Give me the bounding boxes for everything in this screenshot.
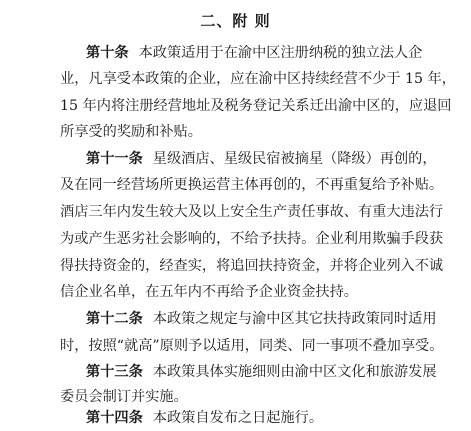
article-13-text-1: 本政策具体实施细则由渝中区文化和旅游发展 [152,364,437,380]
article-11-line-1 [86,149,437,169]
article-10-line-1 [86,43,423,63]
article-13-line-1 [86,362,437,382]
article-14-text-1: 本政策自发布之日起施行。 [152,410,324,426]
article-14-number: 第十四条 [86,410,143,426]
article-10-line-2: 业，凡享受本政策的企业，应在渝中区持续经营不少于 15 年， [60,71,456,87]
article-14-line-1 [86,408,420,428]
article-12-number: 第十二条 [86,311,143,327]
article-13-line-2: 委员会制订并实施。 [60,389,188,405]
section-title: 二、附 则 [200,12,271,30]
article-11-number: 第十一条 [86,151,143,167]
article-11-line-2: 及在同一经营场所更换运营主体再创的，不再重复给予补贴。 [60,177,444,193]
article-12-text-1: 本政策之规定与渝中区其它扶持政策同时适用 [152,311,437,327]
article-13-number: 第十三条 [86,364,143,380]
article-10-line-4: 所享受的奖励和补贴。 [60,124,202,140]
article-10-number: 第十条 [86,45,129,61]
article-12-line-1 [86,309,437,329]
article-11-text-1: 星级酒店、星级民宿被摘星（降级）再创的， [152,151,437,167]
article-10-line-3: 15 年内将注册经营地址及税务登记关系迁出渝中区的，应退回 [60,98,452,114]
article-11-line-3: 酒店三年内发生较大及以上安全生产责任事故、有重大违法行 [60,204,444,220]
article-11-line-4: 为或产生恶劣社会影响的，不给予扶持。企业利用欺骗手段获 [60,231,444,247]
article-11-line-6: 信企业名单，在五年内不再给予企业资金扶持。 [60,284,358,300]
article-11-line-5: 得扶持资金的，经查实，将追回扶持资金，并将企业列入不诚 [60,258,444,274]
article-12-line-2: 时，按照“就高”原则予以适用，同类、同一事项不叠加享受。 [60,338,444,354]
article-10-text-1: 本政策适用于在渝中区注册纳税的独立法人企 [138,45,423,61]
